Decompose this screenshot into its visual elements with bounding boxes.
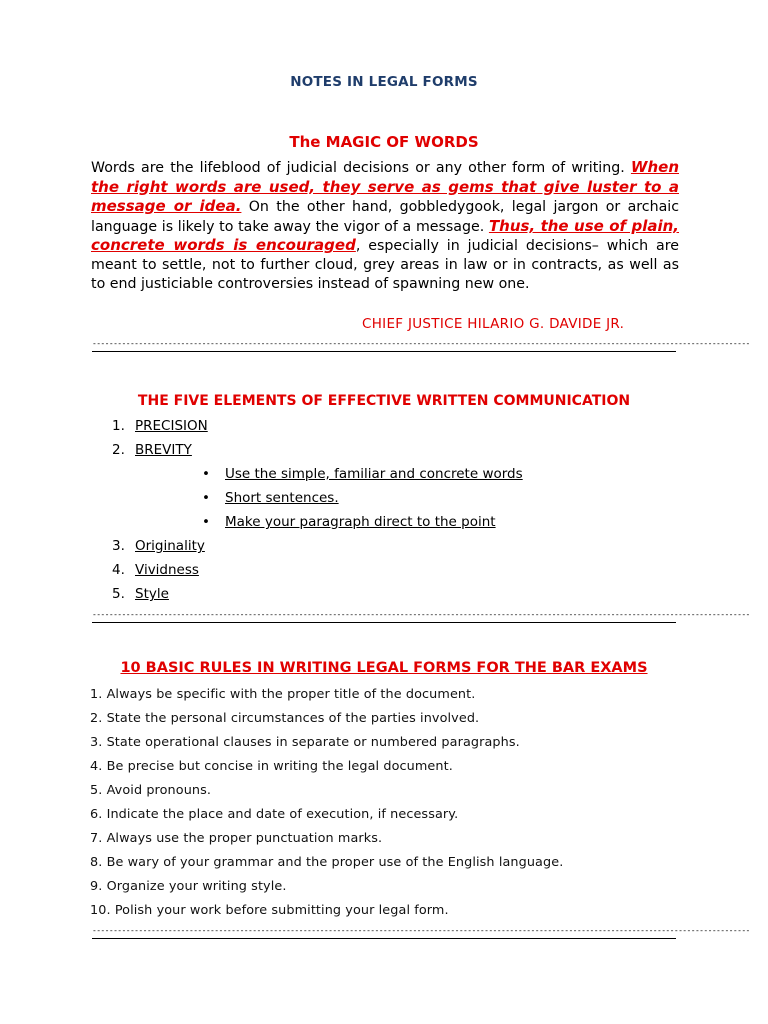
bullet-item: [202, 490, 339, 506]
quote-attribution: CHIEF JUSTICE HILARIO G. DAVIDE JR.: [362, 316, 625, 332]
list-label: Style: [135, 586, 169, 602]
emphasis-text: When the right words are used, they serve as gems that give luster to a message or idea.: [91, 158, 679, 216]
bullet-icon: •: [202, 514, 210, 530]
list-number: 4.: [112, 562, 125, 578]
bullet-icon: •: [202, 490, 210, 506]
section-divider: ------------------------------------------------------------------------------------------------------------------------------------------------------------: [92, 341, 676, 352]
rule-item: 10. Polish your work before submitting your legal form.: [90, 903, 449, 918]
document-title: NOTES IN LEGAL FORMS: [290, 74, 478, 90]
rule-item: 6. Indicate the place and date of execution, if necessary.: [90, 807, 459, 822]
list-label: BREVITY: [135, 442, 192, 458]
list-number: 2.: [112, 442, 125, 458]
list-item: [112, 538, 205, 554]
list-number: 3.: [112, 538, 125, 554]
rule-item: 9. Organize your writing style.: [90, 879, 287, 894]
list-item: [112, 562, 199, 578]
bullet-item: [202, 514, 496, 530]
list-label: Originality: [135, 538, 205, 554]
list-label: Vividness: [135, 562, 199, 578]
bullet-icon: •: [202, 466, 210, 482]
magic-of-words-paragraph: [91, 158, 679, 293]
list-item: [112, 442, 192, 458]
bullet-label: Make your paragraph direct to the point: [225, 514, 496, 530]
basic-rules-heading: 10 BASIC RULES IN WRITING LEGAL FORMS FOR THE BAR EXAMS: [120, 660, 648, 676]
paragraph-text: On the other hand, gobbledygook, legal jargon or archaic language is likely to take away the vigor of a message.: [91, 199, 680, 235]
bullet-label: Short sentences.: [225, 490, 339, 506]
list-item: [112, 586, 169, 602]
rule-item: 8. Be wary of your grammar and the proper use of the English language.: [90, 855, 564, 870]
rule-item: 1. Always be specific with the proper title of the document.: [90, 687, 476, 702]
section-divider: ------------------------------------------------------------------------------------------------------------------------------------------------------------: [92, 612, 676, 623]
paragraph-text: , especially in judicial decisions– which are meant to settle, not to further cloud, grey areas in law or in contracts, as well as to end justiciable controversies instead of spawning new one.: [91, 238, 679, 292]
magic-of-words-heading: The MAGIC OF WORDS: [289, 133, 479, 151]
rule-item: 3. State operational clauses in separate or numbered paragraphs.: [90, 735, 520, 750]
rule-item: 7. Always use the proper punctuation marks.: [90, 831, 383, 846]
rule-item: 4. Be precise but concise in writing the legal document.: [90, 759, 453, 774]
list-number: 1.: [112, 418, 125, 434]
bullet-label: Use the simple, familiar and concrete words: [225, 466, 523, 482]
five-elements-heading: THE FIVE ELEMENTS OF EFFECTIVE WRITTEN COMMUNICATION: [137, 393, 631, 409]
list-item: [112, 418, 208, 434]
emphasis-text: Thus, the use of plain, concrete words is encouraged: [91, 216, 679, 255]
rule-item: 2. State the personal circumstances of the parties involved.: [90, 711, 480, 726]
rule-item: 5. Avoid pronouns.: [90, 783, 212, 798]
list-number: 5.: [112, 586, 125, 602]
list-label: PRECISION: [135, 418, 208, 434]
paragraph-text: Words are the lifeblood of judicial decisions or any other form of writing.: [91, 160, 631, 176]
section-divider: ------------------------------------------------------------------------------------------------------------------------------------------------------------: [92, 928, 676, 939]
bullet-item: [202, 466, 523, 482]
